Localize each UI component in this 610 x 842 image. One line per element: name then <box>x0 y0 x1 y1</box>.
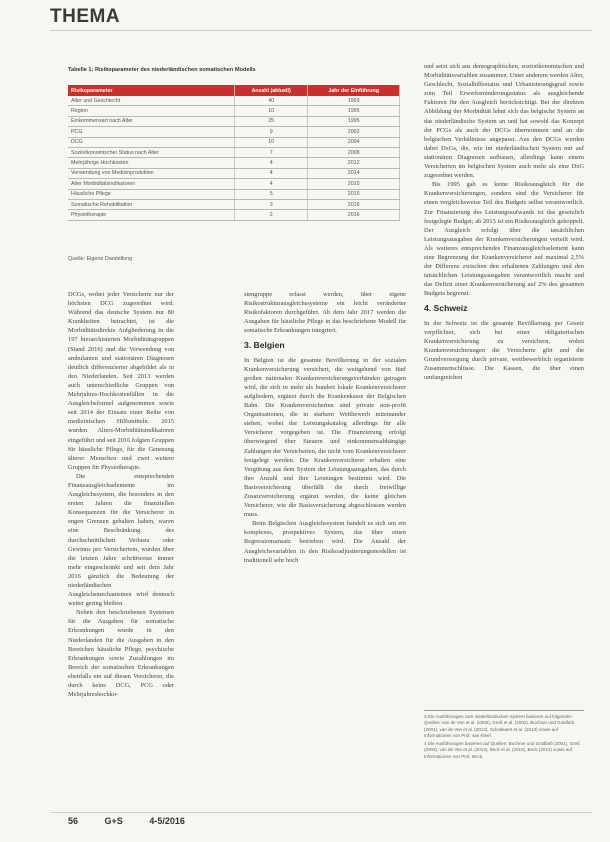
cell-parameter: Sozioökonomischer Status nach Alter <box>68 147 235 157</box>
cell-count: 25 <box>235 116 308 126</box>
journal-name: G+S <box>104 816 123 826</box>
cell-year: 1995 <box>308 106 400 116</box>
column-header-year: Jahr der Einführung <box>308 85 400 96</box>
page-number: 56 <box>68 816 79 826</box>
paragraph: Beim Belgischen Ausgleichssystem handelt es sich um ein komplexes, prospektives System, das über einen Regressionsansatz betrieben wird. Die Anzahl der Ausgleichsvariablen in den Risikoadjustierungsmodellen ist traditionell sehr hoch <box>244 520 406 564</box>
cell-parameter: Einkommensart nach Alter <box>68 116 235 126</box>
cell-count: 4 <box>235 168 308 178</box>
header-rule <box>50 30 592 31</box>
cell-parameter: Alter Morbiditätsindikatoren <box>68 179 235 189</box>
cell-parameter: Somatische Rehabilitation <box>68 199 235 209</box>
cell-count: 7 <box>235 147 308 157</box>
cell-year: 2012 <box>308 158 400 168</box>
cell-year: 2015 <box>308 189 400 199</box>
footnote: 4 Die Ausführungen basieren auf Quellen: Buchner und Goldfarb (2001), Greß (2003), van de Ven et al. (2013), Beck et al. (2010), Beck (2013) sowie auf Informationen von Prof. Beck. <box>424 741 580 759</box>
table-header-row <box>68 85 400 96</box>
text-column-3 <box>424 62 584 708</box>
table-caption: Tabelle 1: Risikoparameter des niederländischen somatischen Modells <box>68 67 256 73</box>
cell-year: 2008 <box>308 147 400 157</box>
paragraph: stengruppe erfasst werden, über eigene Risikostrukturausgleichssysteme ein leicht veränderter Risikofaktoren durchgeführt. Ab dem Jahr 2017 werden die Ausgaben für häusliche Pflege in das beschriebene Modell für somatische Erkrankungen integriert. <box>244 291 406 335</box>
cell-parameter: Alter und Geschlecht <box>68 96 235 106</box>
footer-rule <box>50 812 592 813</box>
table-row <box>68 179 400 189</box>
cell-year: 1993 <box>308 96 400 106</box>
risk-parameter-table <box>68 85 400 221</box>
cell-year: 1995 <box>308 116 400 126</box>
footnote: 3 Die Ausführungen zum niederländischen System basieren auf folgenden Quellen: van de Ven et al. (2000), Greß et al. (2002), Buchner und Goldfarb (2001), van de Ven et al. (2013), Schokkaert et al. (2013) sowie auf Informationen von Prof. van Kleef. <box>424 714 575 738</box>
page-footer <box>68 816 209 826</box>
paragraph: In Belgien ist die gesamte Bevölkerung in der sozialen Krankenversicherung versichert, die weitgehend von fünf großen nationalen Krankenversicherungsverbänden getragen wird, die sich in mehr als hundert lokale Krankenversicherer aufgliedern, ergänzt durch die Krankenkasse der Belgischen Bahn. Die Krankenversicherten sind private non-profit Organisationen, die in starkem Wettbewerb miteinander stehen, wobei der Leistungskatalog allerdings für alle Versicherer vorgegeben ist. Die Finanzierung erfolgt überwiegend über Steuern und einkommensabhängige Zahlungen der Versicherten, die nicht vom Krankenversicherer festgelegt werden. Die Krankenversicherer erhalten eine Vergütung aus dem System der Leistungsausgaben, das durch ihre Anzahl und ihre Leistungen bestimmt wird. Die Basisversicherung überfällt die durch freiwillige Zusatzversicherung ergänzt werden, die keine gleichen Versicherer, wie die Basisversicherung abgeschlossen werden muss. <box>244 356 406 519</box>
table-row <box>68 210 400 220</box>
table-row <box>68 116 400 126</box>
cell-parameter: DCG <box>68 137 235 147</box>
column-header-parameter: Risikoparameter <box>68 85 235 96</box>
table-row <box>68 137 400 147</box>
cell-count: 40 <box>235 96 308 106</box>
column-header-count: Anzahl (aktuell) <box>235 85 308 96</box>
paragraph: In der Schweiz ist die gesamte Bevölkerung per Gesetz verpflichtet, sich bei einer obligatorischen Krankenversicherung zu versichern, wobei Krankenversicherungen die Versicherte gibt und die Grundversorgung durch private, wettbewerblich organisierte Zusammenschlüsse. Die Kassen, die über einen umfangreichen <box>424 319 584 382</box>
text-column-1 <box>68 290 174 802</box>
cell-parameter: PCG <box>68 127 235 137</box>
table-source: Quelle: Eigene Darstellung <box>68 256 133 262</box>
table-row <box>68 189 400 199</box>
cell-year: 2002 <box>308 127 400 137</box>
cell-count: 4 <box>235 158 308 168</box>
section-title: THEMA <box>50 6 121 27</box>
table-row <box>68 96 400 106</box>
section-heading-schweiz: 4. Schweiz <box>424 303 468 314</box>
paragraph: Neben den beschriebenen Systemen für die Ausgaben für somatische Erkrankungen wurde in den Niederlanden für die Ausgaben in den Bereichen häusliche Pflege, psychische Erkrankungen sowie Zuzahlungen im Bereich der somatischen Erkrankungen ebenfalls ein auf diesen Versicherer, die durch keine DCG, PCG oder Mehrjahreshochko- <box>68 609 174 699</box>
table-row <box>68 158 400 168</box>
cell-count: 4 <box>235 179 308 189</box>
cell-year: 2004 <box>308 137 400 147</box>
paragraph: Die entsprechenden Finanzausgleichselemente im Ausgleichssystem, die besonders in den ersten Jahren die finanziellen Konsequenzen für die Versicherer in engen Grenzen gehalten haben, waren eine Beschränkung des durchschnittlichen Verlusts oder Gewinns pro Versichertem, wurden über die letzten Jahre schrittweise immer mehr eingeschränkt und seit dem Jahr 2016 gänzlich die Bedeutung der niederländischen Ausgleichsmechanismen wird dennoch weiter gering bleiben. <box>68 472 174 608</box>
cell-count: 5 <box>235 189 308 199</box>
table-row <box>68 106 400 116</box>
table-row <box>68 147 400 157</box>
cell-count: 3 <box>235 199 308 209</box>
cell-count: 2 <box>235 210 308 220</box>
cell-count: 10 <box>235 106 308 116</box>
cell-parameter: Mehrjährige Hochkosten <box>68 158 235 168</box>
table-row <box>68 199 400 209</box>
cell-count: 9 <box>235 127 308 137</box>
cell-parameter: Verwendung von Medizinprodukten <box>68 168 235 178</box>
cell-parameter: Häusliche Pflege <box>68 189 235 199</box>
section-heading-belgien: 3. Belgien <box>244 340 285 351</box>
cell-parameter: Region <box>68 106 235 116</box>
cell-year: 2014 <box>308 168 400 178</box>
cell-year: 2016 <box>308 210 400 220</box>
footnotes <box>424 710 584 762</box>
paragraph: DCGs, wobei jeder Versicherte nur der höchsten DCG zugeordnet wird. Während das deutsche System nur 80 Krankheiten betrachtet, ist die Morbiditätsdirekte Aufgliederung in die 197 hierarchisierten Morbiditätsgruppen (Stand 2016) und die Verwendung von ambulanten und stationären Diagnosen deutlich differenzierter abgebildet als in den Niederlanden. Seit 2013 werden auch unterschiedliche Gruppen von Mehrjahres-Hochkostenfällen in die Ausgleichsformel aufgenommen sowie seit 2014 der Einsatz einer Reihe von medizinischen Hilfsmitteln. 2015 wurden Alters-Morbiditätsindikatoren eingeführt und seit 2016 folgten Gruppen für häusliche Pflege, für die Genesung älterer Menschen und zwei weitere Gruppen für Physiotherapie. <box>68 291 174 471</box>
table-row <box>68 168 400 178</box>
text-column-2 <box>244 290 406 802</box>
paragraph: Bis 1995 gab es keine Risikoausgleich für die Krankenversicherungen, sondern sind die Versicherer für einen vergleichsweise Teil des Budgets selbst verantwortlich. Zur Finanzierung des Leistungsaufwands ist das gesetzlich festgelegte Budget; ab 2015 ist ein Risikoausgleich gekoppelt. Der Ausgleich erfolgt über die tatsächlichen Leistungsausgaben der Krankenversicherungen verteilt wird. Als weiteres entsprechendes Finanzausgleichselement kann eine Begrenzung der Krankenversicherer auf maximal 2,5% der Differenz zwischen den erhaltenen Zahlungen und den tatsächlichen Leistungsausgaben verantwortlich macht und das Defizit einer Krankenversicherung auf 2% des gesamten Budgets begrenzt. <box>424 181 584 298</box>
table-row <box>68 127 400 137</box>
issue-number: 4-5/2016 <box>149 816 185 826</box>
cell-year: 2016 <box>308 199 400 209</box>
cell-parameter: Physiotherapie <box>68 210 235 220</box>
cell-year: 2015 <box>308 179 400 189</box>
paragraph: und setzt sich aus demographischen, sozioökonomischen und Morbiditätsvariablen zusammen. Unter anderem werden Alter, Geschlecht, Sozialhilfestatus und Urbanisierungsgrad sowie zum Teil Erwerbsminderungsstatus als ausgleichende Faktoren für den Ausgleich berücksichtigt. Bei der direkten Abbildung der Morbidität lehnt sich das belgische System an das niederländische System an und hat sowohl das Konzept der PCGs als auch der DCGs übernommen und an die belgischen Verhältnisse angepasst. Aus den DCGs wurden dabei DxGs, die, wie im niederländischen System nur auf stationären Diagnosen aufbauen, allerdings kann einem Versicherten im belgischen System auch mehr als eine DxG zugeordnet werden. <box>424 63 584 180</box>
cell-count: 10 <box>235 137 308 147</box>
